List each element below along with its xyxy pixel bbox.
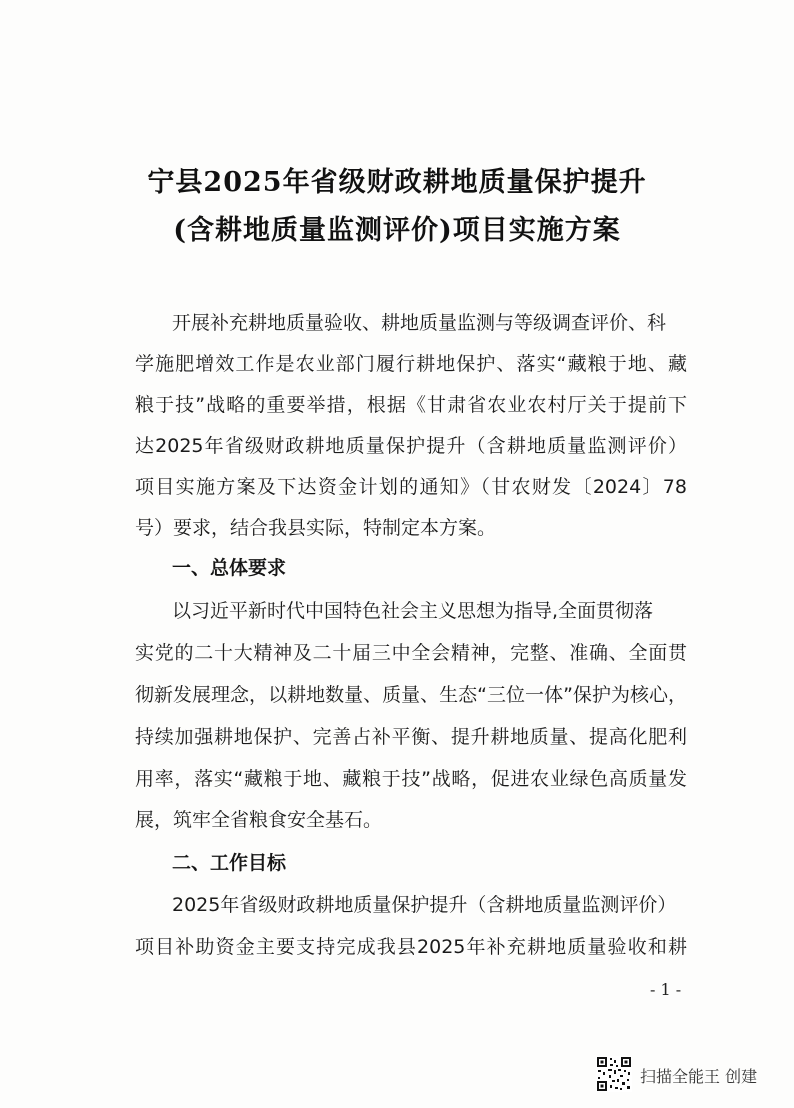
intro-line-4: 达2025年省级财政耕地质量保护提升（含耕地质量监测评价） bbox=[135, 435, 687, 457]
section-2-heading: 二、工作目标 bbox=[172, 852, 287, 874]
qr-code-icon bbox=[596, 1056, 632, 1092]
section-1-heading: 一、总体要求 bbox=[172, 557, 287, 579]
section-1-line-2: 实党的二十大精神及二十届三中全会精神，完整、准确、全面贯 bbox=[135, 642, 687, 664]
section-1-line-1: 以习近平新时代中国特色社会主义思想为指导,全面贯彻落 bbox=[172, 600, 654, 622]
document-title-line-2: (含耕地质量监测评价)项目实施方案 bbox=[173, 215, 621, 246]
section-1-line-6: 展，筑牢全省粮食安全基石。 bbox=[135, 809, 383, 831]
scanner-watermark: 扫描全能王 创建 bbox=[640, 1067, 758, 1086]
section-2-line-1: 2025年省级财政耕地质量保护提升（含耕地质量监测评价） bbox=[172, 894, 677, 916]
intro-line-2: 学施肥增效工作是农业部门履行耕地保护、落实“藏粮于地、藏 bbox=[135, 353, 687, 375]
intro-line-1: 开展补充耕地质量验收、耕地质量监测与等级调查评价、科 bbox=[172, 312, 667, 334]
intro-line-5: 项目实施方案及下达资金计划的通知》（甘农财发〔2024〕78 bbox=[135, 476, 687, 498]
section-1-line-3: 彻新发展理念，以耕地数量、质量、生态“三位一体”保护为核心， bbox=[135, 684, 687, 706]
intro-line-3: 粮于技”战略的重要举措，根据《甘肃省农业农村厅关于提前下 bbox=[135, 394, 687, 416]
document-title-line-1: 宁县2025年省级财政耕地质量保护提升 bbox=[147, 167, 647, 198]
section-2-line-2: 项目补助资金主要支持完成我县2025年补充耕地质量验收和耕 bbox=[135, 936, 687, 958]
page-number: - 1 - bbox=[650, 980, 682, 999]
section-1-line-5: 用率，落实“藏粮于地、藏粮于技”战略，促进农业绿色高质量发 bbox=[135, 768, 687, 790]
intro-line-6: 号）要求，结合我县实际，特制定本方案。 bbox=[135, 517, 497, 539]
section-1-line-4: 持续加强耕地保护、完善占补平衡、提升耕地质量、提高化肥利 bbox=[135, 726, 687, 748]
